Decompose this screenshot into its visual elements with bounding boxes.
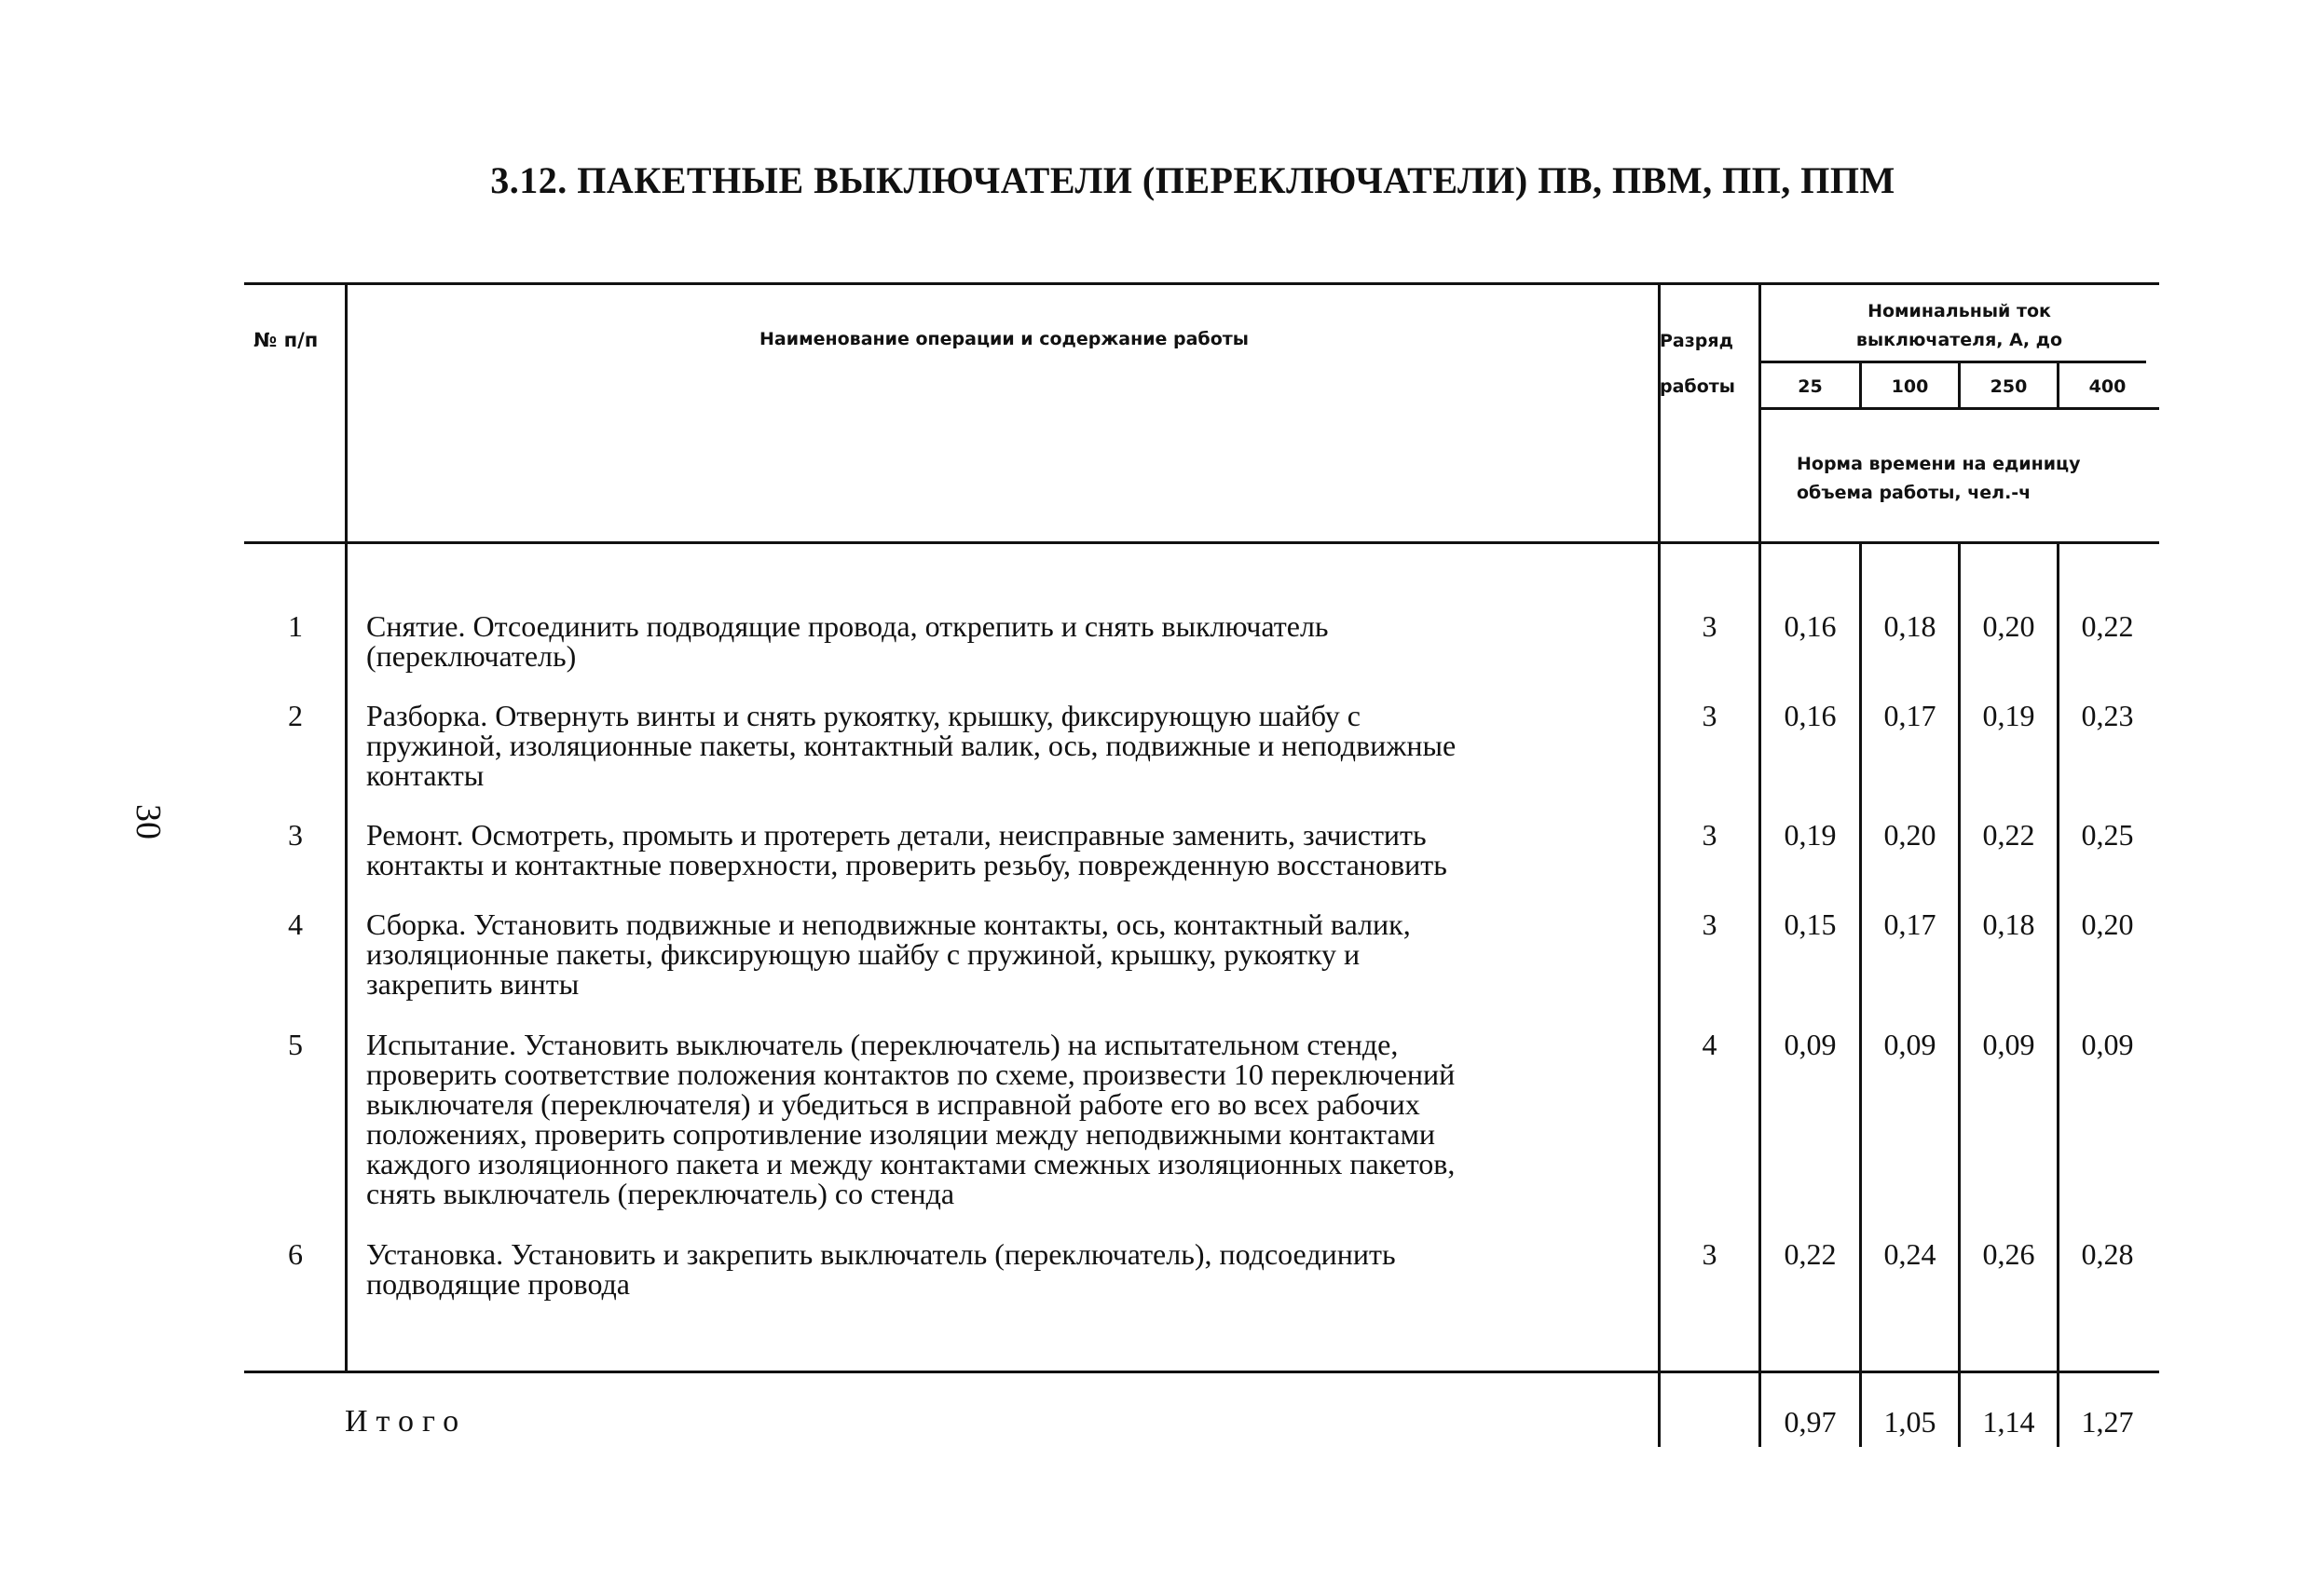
rule-body-bottom <box>244 1371 2159 1373</box>
header-num: № п/п <box>253 329 319 351</box>
operation-text <box>366 820 1652 880</box>
rule-header-bottom <box>244 541 2159 544</box>
grade-value: 3 <box>1702 818 1717 852</box>
row-number: 2 <box>288 699 303 732</box>
header-grade-line1: Разряд <box>1660 331 1733 351</box>
total-25: 0,97 <box>1784 1405 1837 1439</box>
row-number: 4 <box>288 907 303 941</box>
header-norm-line2: объема работы, чел.-ч <box>1797 483 2032 503</box>
operation-line: контакты и контактные поверхности, проверить резьбу, поврежденную восстановить <box>366 848 1447 881</box>
norm-250: 0,20 <box>1982 609 2035 643</box>
operation-line: Испытание. Установить выключатель (переключатель) на испытательном стенде, <box>366 1028 1399 1061</box>
total-label: Итого <box>345 1404 468 1439</box>
total-400: 1,27 <box>2081 1405 2134 1439</box>
header-name: Наименование операции и содержание работы <box>759 329 1249 349</box>
operation-text <box>366 1030 1652 1208</box>
header-current-line2: выключателя, А, до <box>1855 330 2063 350</box>
grade-value: 3 <box>1702 699 1717 732</box>
header-current-100: 100 <box>1891 376 1929 397</box>
row-number: 3 <box>288 818 303 852</box>
rule-col-num <box>345 282 348 1372</box>
norm-25: 0,15 <box>1784 907 1837 941</box>
norm-400: 0,09 <box>2081 1028 2134 1061</box>
grade-value: 3 <box>1702 1237 1717 1271</box>
total-250: 1,14 <box>1982 1405 2035 1439</box>
norm-25: 0,16 <box>1784 609 1837 643</box>
norm-250: 0,22 <box>1982 818 2035 852</box>
norm-100: 0,17 <box>1883 699 1936 732</box>
header-current-25: 25 <box>1798 376 1823 397</box>
operation-text <box>366 701 1652 790</box>
operation-line: Разборка. Отвернуть винты и снять рукоятку, крышку, фиксирующую шайбу с <box>366 699 1361 732</box>
header-current-400: 400 <box>2088 376 2127 397</box>
norm-400: 0,28 <box>2081 1237 2134 1271</box>
header-grade-line2: работы <box>1660 376 1735 397</box>
rule-col-grade-left <box>1658 282 1661 1447</box>
norm-400: 0,23 <box>2081 699 2134 732</box>
norm-400: 0,20 <box>2081 907 2134 941</box>
header-current-250: 250 <box>1990 376 2028 397</box>
norm-400: 0,25 <box>2081 818 2134 852</box>
operation-text <box>366 909 1652 999</box>
norm-400: 0,22 <box>2081 609 2134 643</box>
row-number: 5 <box>288 1028 303 1061</box>
norm-250: 0,09 <box>1982 1028 2035 1061</box>
operation-line: изоляционные пакеты, фиксирующую шайбу с пружиной, крышку, рукоятку и <box>366 937 1361 971</box>
rule-col-250-body <box>1958 543 1961 1447</box>
operation-line: (переключатель) <box>366 639 577 673</box>
operation-line: Сборка. Установить подвижные и неподвижные контакты, ось, контактный валик, <box>366 907 1411 941</box>
norm-250: 0,19 <box>1982 699 2035 732</box>
operation-line: проверить соответствие положения контактов по схеме, произвести 10 переключений <box>366 1057 1456 1091</box>
operation-line: пружиной, изоляционные пакеты, контактный валик, ось, подвижные и неподвижные <box>366 729 1457 762</box>
operation-line: закрепить винты <box>366 967 580 1001</box>
operation-line: Установка. Установить и закрепить выключатель (переключатель), подсоединить <box>366 1237 1396 1271</box>
grade-value: 3 <box>1702 907 1717 941</box>
norm-25: 0,19 <box>1784 818 1837 852</box>
row-number: 6 <box>288 1237 303 1271</box>
operation-line: выключателя (переключателя) и убедиться в исправной работе его во всех рабочих <box>366 1087 1420 1121</box>
norm-250: 0,18 <box>1982 907 2035 941</box>
operation-line: каждого изоляционного пакета и между контактами смежных изоляционных пакетов, <box>366 1147 1456 1180</box>
operation-line: снять выключатель (переключатель) со стенда <box>366 1177 955 1210</box>
norm-25: 0,22 <box>1784 1237 1837 1271</box>
operation-line: Ремонт. Осмотреть, промыть и протереть детали, неисправные заменить, зачистить <box>366 818 1427 852</box>
page-number: 30 <box>129 804 168 839</box>
page-title: 3.12. ПАКЕТНЫЕ ВЫКЛЮЧАТЕЛИ (ПЕРЕКЛЮЧАТЕЛИ) ПВ, ПВМ, ПП, ППМ <box>490 159 1895 201</box>
operation-text <box>366 1239 1652 1299</box>
norm-100: 0,18 <box>1883 609 1936 643</box>
rule-current-split <box>1759 361 2146 363</box>
rule-top <box>244 282 2159 285</box>
norm-25: 0,16 <box>1784 699 1837 732</box>
rule-col-400-body <box>2057 543 2059 1447</box>
norm-100: 0,20 <box>1883 818 1936 852</box>
operation-line: положениях, проверить сопротивление изоляции между неподвижными контактами <box>366 1117 1435 1151</box>
operation-text <box>366 611 1652 671</box>
rule-col-grade-right <box>1758 282 1761 1447</box>
grade-value: 3 <box>1702 609 1717 643</box>
row-number: 1 <box>288 609 303 643</box>
operation-line: подводящие провода <box>366 1267 630 1301</box>
header-current-line1: Номинальный ток <box>1867 301 2051 321</box>
norm-25: 0,09 <box>1784 1028 1837 1061</box>
total-100: 1,05 <box>1883 1405 1936 1439</box>
norm-100: 0,17 <box>1883 907 1936 941</box>
rule-col-100-body <box>1859 543 1862 1447</box>
header-norm-line1: Норма времени на единицу <box>1797 454 2081 474</box>
operation-line: контакты <box>366 758 485 792</box>
norm-100: 0,24 <box>1883 1237 1936 1271</box>
norm-250: 0,26 <box>1982 1237 2035 1271</box>
grade-value: 4 <box>1702 1028 1717 1061</box>
norm-100: 0,09 <box>1883 1028 1936 1061</box>
operation-line: Снятие. Отсоединить подводящие провода, открепить и снять выключатель <box>366 609 1329 643</box>
